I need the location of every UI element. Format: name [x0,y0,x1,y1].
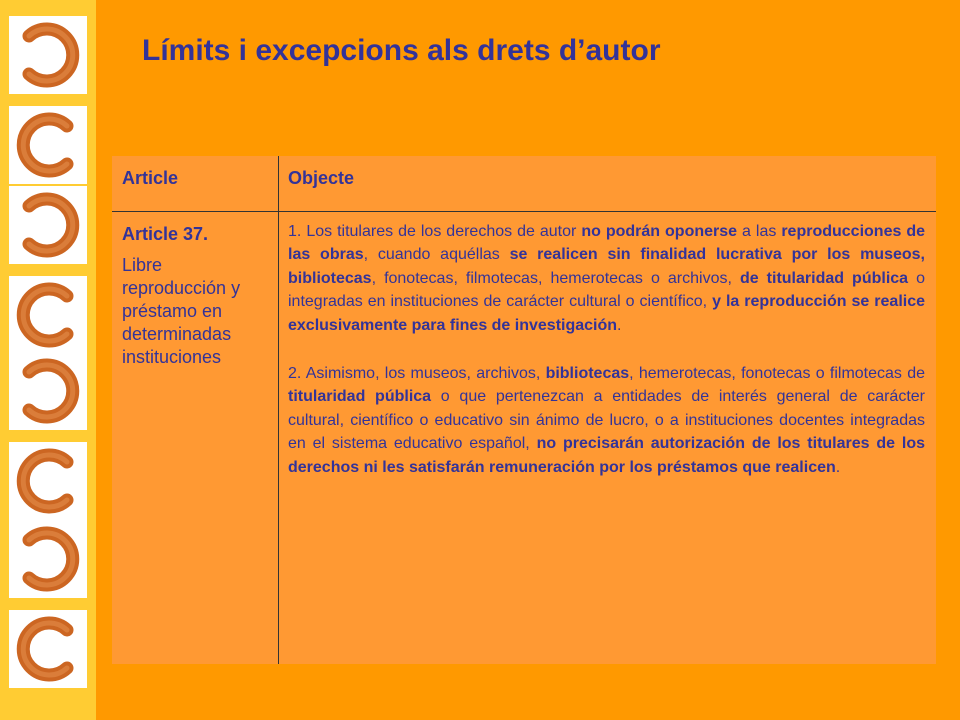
text-run: a las [737,223,782,240]
header-divider [112,211,936,212]
copyright-c-icon [9,520,87,598]
objecte-cell [288,220,925,479]
text-run: o que pertenezcan a entidades de interés general de carácter cultural, científico o educativo sin ánimo de lucro, o a instituciones docentes integradas en el sistema educativo español, [288,388,926,453]
copyright-c-icon [9,352,87,430]
copyright-c-icon [9,442,87,520]
objecte-paragraph-1 [288,220,925,337]
slide-title: Límits i excepcions als drets d’autor [142,34,661,67]
text-run: 2. Asimismo, los museos, archivos, [288,365,546,383]
header-article: Article [122,168,179,188]
text-run: o integradas en instituciones de carácter cultural o científico, [288,269,925,311]
bold-run: no podrán oponerse [581,223,738,240]
text-run: . [835,458,841,476]
copyright-c-icon [9,106,87,184]
copyright-c-icon [9,16,87,94]
text-run: , fonotecas, filmotecas, hemerotecas o archivos, [371,269,740,287]
bold-run: bibliotecas [545,365,630,383]
text-run: , hemerotecas, fonotecas o filmotecas de [629,365,925,383]
copyright-c-icon [9,276,87,354]
text-run: 1. Los titulares de los derechos de autor [288,223,582,240]
article-number: Article 37. [122,224,209,244]
text-run: . [617,316,622,334]
bold-run: reproducciones de las obras [288,223,926,264]
article-cell [122,223,270,369]
bold-run: y la reproducción se realice exclusivamente para fines de investigación [288,293,926,334]
objecte-paragraph-2 [288,362,925,479]
bold-run: de titularidad pública [739,269,909,287]
text-run: , cuando aquéllas [363,246,510,264]
article-title: Libre reproducción y préstamo en determinadas instituciones [122,255,241,367]
left-logo-strip [0,0,96,720]
header-objecte: Objecte [288,168,355,188]
bold-run: titularidad pública [288,388,432,406]
bold-run: se realicen sin finalidad lucrativa por los museos, bibliotecas [288,246,925,287]
copyright-c-icon [9,186,87,264]
column-divider [278,156,279,664]
bold-run: no precisarán autorización de los titulares de los derechos ni les satisfarán remuneración por los préstamos que realicen [288,435,926,476]
copyright-c-icon [9,610,87,688]
article-table [112,156,936,664]
